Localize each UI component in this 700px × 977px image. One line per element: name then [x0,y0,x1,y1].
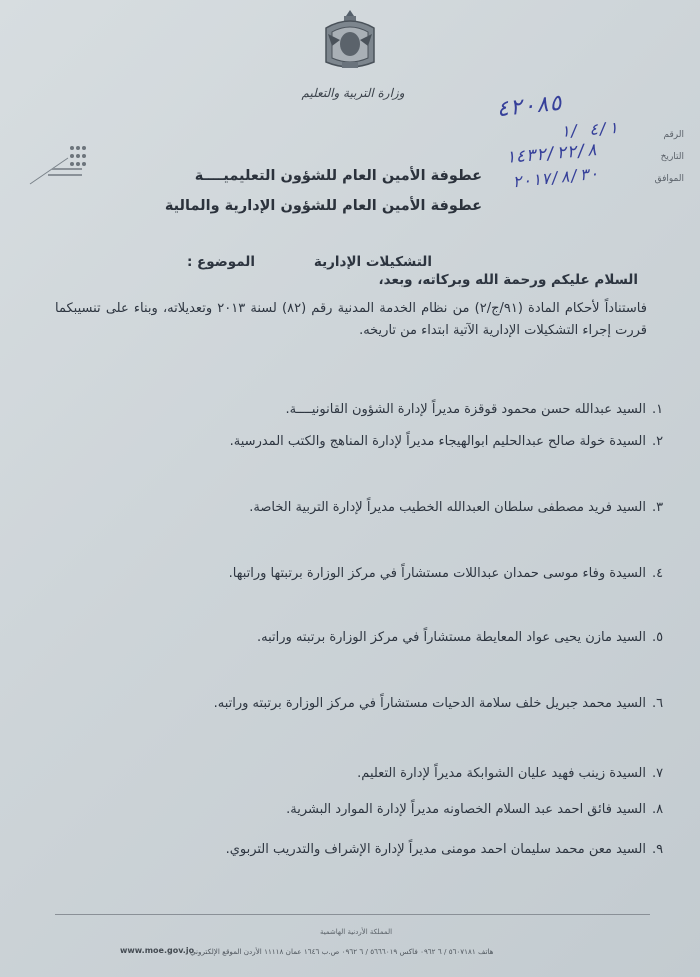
ministry-name: وزارة التربية والتعليم [301,86,405,100]
footer-website-link[interactable]: www.moe.gov.jo [120,946,195,955]
item-text: السيد فائق احمد عبد السلام الخصاونه مديراً لإدارة الموارد البشرية. [286,802,646,817]
ministry-logo-icon [28,138,92,190]
item-text: السيدة خولة صالح عبدالحليم ابوالهيجاء مديراً لإدارة المناهج والكتب المدرسية. [229,434,646,449]
reference-number-label: الرقم [663,130,684,140]
handwritten-reference-line: ٤/١ /١ [559,118,619,141]
handwritten-gregorian-date: ٢٠١٧/٨/٣٠ [511,163,600,192]
list-item [48,494,688,522]
item-number: ٦. [652,696,664,711]
subject-value: التشكيلات الإدارية [313,254,432,270]
item-text: السيد معن محمد سليمان احمد مومنى مديراً لإدارة الإشراف والتدريب التربوي. [225,842,646,857]
item-number: ٧. [652,766,664,781]
intro-paragraph: فاستناداً لأحكام المادة (٩١/ج/٢) من نظام الخدمة المدنية رقم (٨٢) لسنة ٢٠١٣ وتعديلاته، وبناء على تنسيبكما قررت إجراء التشكيلات الإدارية الآتية ابتداء من تاريخه. [55,301,647,338]
date-label: التاريخ [660,152,684,162]
item-text: السيد فريد مصطفى سلطان العبدالله الخطيب مديراً لإدارة التربية الخاصة. [249,500,646,515]
item-number: ٤. [652,566,664,581]
item-text: السيدة وفاء موسى حمدان عبداللات مستشاراً في مركز الوزارة برتبتها وراتبها. [228,566,646,581]
item-number: ٥. [652,630,664,645]
list-item [48,624,688,652]
list-item [48,428,688,456]
item-text: السيدة زينب فهيد عليان الشوابكة مديراً لإدارة التعليم. [357,766,646,781]
list-item [48,836,688,864]
item-number: ٨. [652,802,664,817]
corresponding-date-label: الموافق [654,174,684,184]
handwritten-reference-number: ٤٢٠٨٥ [494,90,564,123]
list-item [48,560,688,588]
footer-divider [55,914,650,915]
item-text: السيد مازن يحيى عواد المعايطة مستشاراً في مركز الوزارة برتبته وراتبه. [257,630,646,645]
footer-contact-info: هاتف ٥٦٠٧١٨١ / ٦ ٠٩٦٢ فاكس ٥٦٦٦٠١٩ / ٦ ٠٩٦٢ ص.ب ١٦٤٦ عمان ١١١١٨ الأردن الموقع الإلكتروني [190,947,494,956]
jordan-coat-of-arms-icon [318,6,382,74]
item-number: ٢. [652,434,664,449]
handwritten-hijri-date: ١٤٣٢/٢٢/٨ [504,140,598,168]
greeting: السلام عليكم ورحمة الله وبركاته، وبعد، [378,272,638,288]
reference-labels [628,124,684,190]
footer-organization: المملكة الأردنية الهاشمية [320,928,393,936]
subject-label: الموضوع : [186,254,255,270]
addressee-education-affairs: عطوفة الأمين العام للشؤون التعليميــــة [194,168,482,184]
list-item [48,760,688,788]
list-item [48,690,688,718]
list-item [48,396,688,424]
item-text: السيد عبدالله حسن محمود قوقزة مديراً لإدارة الشؤون القانونيــــة. [285,402,646,417]
list-item [48,796,688,824]
addressee-admin-financial-affairs: عطوفة الأمين العام للشؤون الإدارية والمالية [164,198,482,214]
item-number: ١. [652,402,664,417]
item-text: السيد محمد جبريل خلف سلامة الدحيات مستشاراً في مركز الوزارة برتبته وراتبه. [213,696,646,711]
item-number: ٩. [652,842,664,857]
item-number: ٣. [652,500,664,515]
